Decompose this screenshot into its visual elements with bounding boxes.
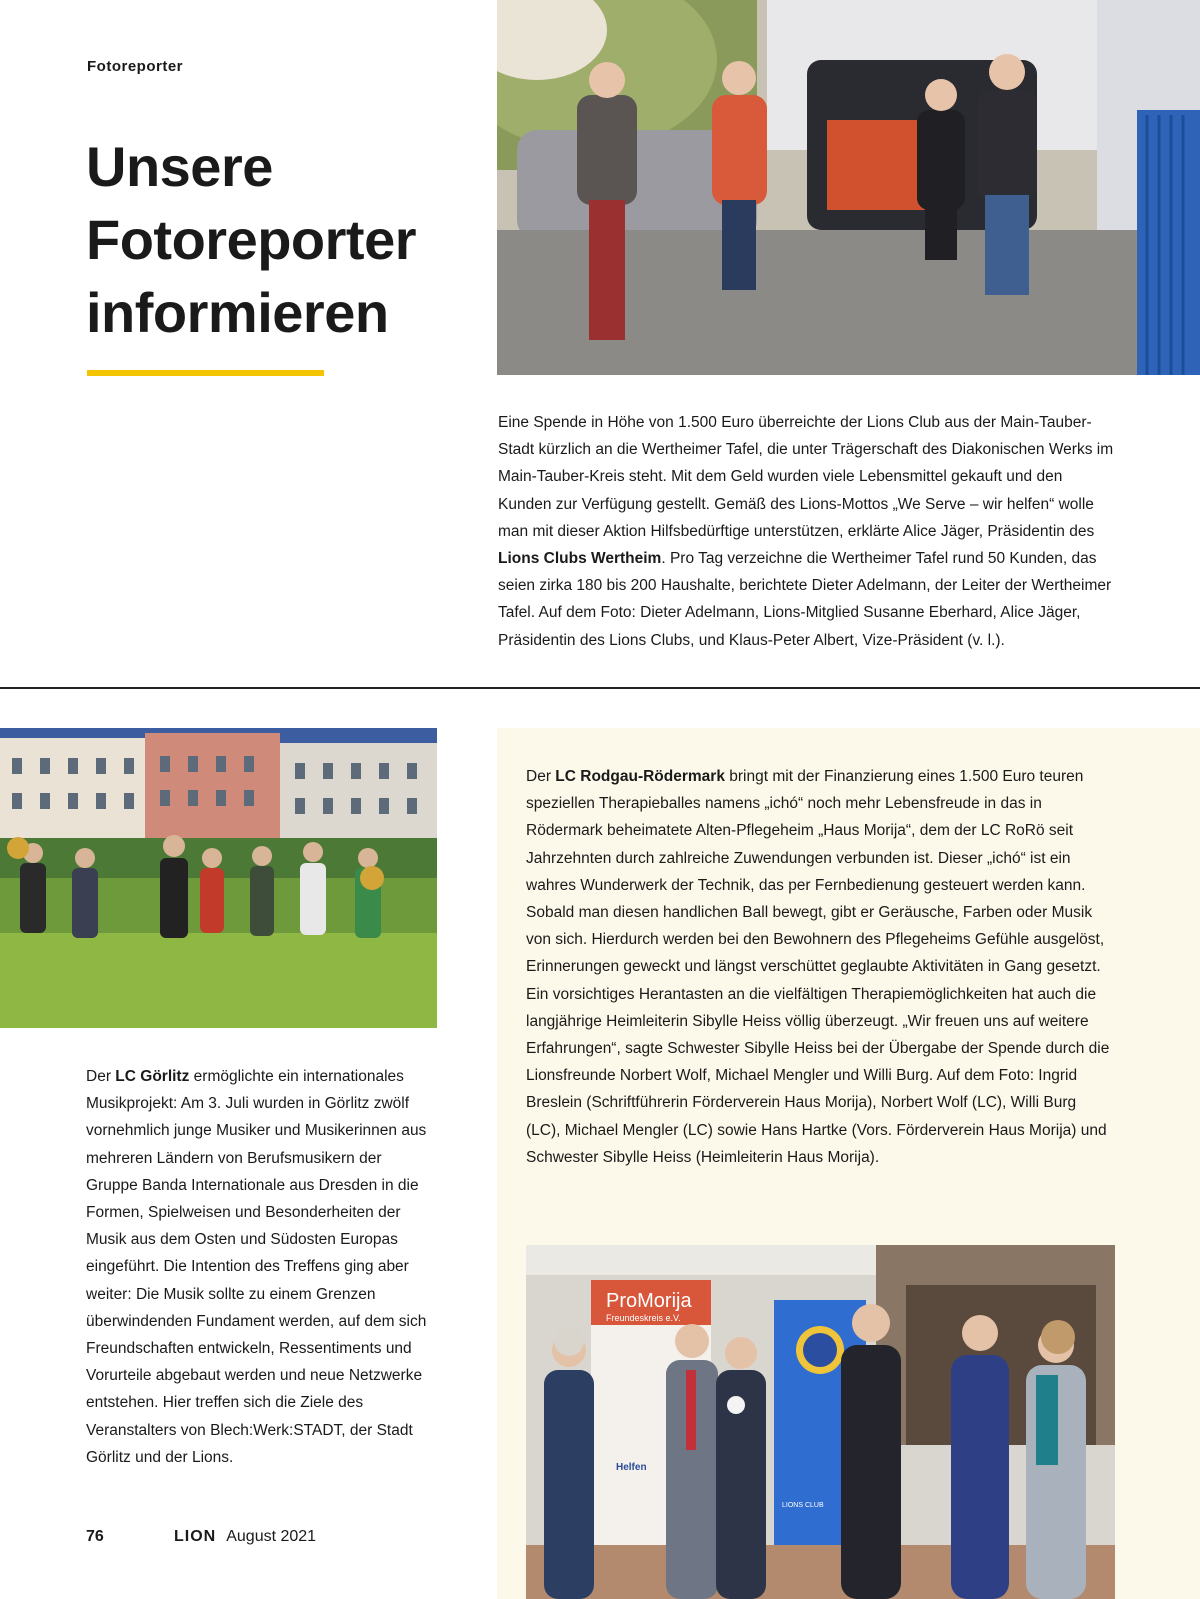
headline-line-3: informieren bbox=[86, 281, 389, 344]
headline-line-2: Fotoreporter bbox=[86, 208, 416, 271]
photo-rodgau-ceremony bbox=[526, 1245, 1115, 1599]
magazine-name: LION bbox=[174, 1528, 217, 1545]
article-rodgau-prefix: Der bbox=[526, 768, 556, 785]
photo-goerlitz-band bbox=[0, 728, 437, 1028]
section-divider bbox=[0, 687, 1200, 689]
banner-promorija-text: ProMorija bbox=[606, 1290, 692, 1312]
section-label: Fotoreporter bbox=[87, 58, 183, 75]
article-rodgau bbox=[526, 763, 1114, 1171]
club-name-wertheim: Lions Clubs Wertheim bbox=[498, 550, 662, 568]
article-goerlitz bbox=[86, 1063, 436, 1471]
page-footer bbox=[86, 1528, 316, 1546]
banner-freundeskreis-text: Freundeskreis e.V. bbox=[606, 1313, 681, 1323]
headline-line-1: Unsere bbox=[86, 135, 273, 198]
article-goerlitz-prefix: Der bbox=[86, 1068, 116, 1085]
yellow-accent-rule bbox=[87, 370, 324, 376]
issue-date: August 2021 bbox=[226, 1528, 317, 1545]
page-title bbox=[86, 130, 476, 349]
page-number: 76 bbox=[86, 1528, 104, 1545]
club-name-rodgau: LC Rodgau-Rödermark bbox=[555, 768, 725, 785]
club-name-goerlitz: LC Görlitz bbox=[115, 1068, 190, 1085]
banner-lions-club-text: LIONS CLUB bbox=[782, 1502, 824, 1509]
article-wertheim-text-2: . Pro Tag verzeichne die Wertheimer Tafel rund 50 Kunden, das seien zirka 180 bis 200 Haushalte, berichtete Dieter Adelmann, der Leiter der Wertheimer Tafel. Auf dem Foto: Dieter Adelmann, Lions-Mitglied Susanne Eberhard, Alice Jäger, Präsidentin des Lions Clubs, und Klaus-Peter Albert, Vize-Präsident (v. l.). bbox=[498, 550, 1112, 649]
article-wertheim-text-1: Eine Spende in Höhe von 1.500 Euro überreichte der Lions Club aus der Main-Tauber-Stadt kürzlich an die Wertheimer Tafel, die unter Trägerschaft des Diakonischen Werks im Main-Tauber-Kreis steht. Mit dem Geld wurden viele Lebensmittel gekauft und den Kunden zur Verfügung gestellt. Gemäß des Lions-Mottos „We Serve – wir helfen“ wolle man mit dieser Aktion Hilfsbedürftige unterstützen, erklärte Alice Jäger, Präsidentin des bbox=[498, 414, 1114, 540]
article-rodgau-text: bringt mit der Finanzierung eines 1.500 Euro teuren speziellen Therapieballes namens „ichó“ noch mehr Lebensfreude in das in Rödermark beheimatete Alten-Pflegeheim „Haus Morija“, dem der LC RoRö seit Jahrzehnten durch zahlreiche Zuwendungen verbunden ist. Dieser „ichó“ ist ein wahres Wunderwerk der Technik, das per Fernbedienung gesteuert werden kann. Sobald man diesen handlichen Ball bewegt, gibt er Geräusche, Farben oder Musik von sich. Hierdurch werden bei den Bewohnern des Pflegeheims Gefühle ausgelöst, Erinnerungen geweckt und längst verschüttet geglaubte Aktivitäten in Gang gesetzt. Ein vorsichtiges Herantasten an die vielfältigen Therapiemöglichkeiten hat auch die langjährige Heimleiterin Sibylle Heiss völlig überzeugt. „Wir freuen uns auf weitere Erfahrungen“, sagte Schwester Sibylle Heiss bei der Übergabe der Spende durch die Lionsfreunde Norbert Wolf, Michael Mengler und Willi Burg. Auf dem Foto: Ingrid Breslein (Schriftführerin Förderverein Haus Morija), Norbert Wolf (LC), Willi Burg (LC), Michael Mengler (LC) sowie Hans Hartke (Vors. Förderverein Haus Morija) und Schwester Sibylle Heiss (Heimleiterin Haus Morija). bbox=[526, 768, 1110, 1166]
banner-helfen-text: Helfen bbox=[616, 1462, 647, 1473]
photo-wertheim-donation bbox=[497, 0, 1200, 375]
article-goerlitz-text: ermöglichte ein internationales Musikprojekt: Am 3. Juli wurden in Görlitz zwölf vornehmlich junge Musiker und Musikerinnen aus mehreren Ländern von Berufsmusikern der Gruppe Banda Internationale aus Dresden in die Formen, Spielweisen und Besonderheiten der Musik aus dem Osten und Südosten Europas eingeführt. Die Intention des Treffens ging aber weiter: Die Musik sollte zu einem Grenzen überwindenden Fundament werden, auf dem sich Freundschaften entwickeln, Ressentiments und Vorurteile abgebaut werden und neue Netzwerke entstehen. Hier treffen sich die Ziele des Veranstalters von Blech:Werk:STADT, der Stadt Görlitz und der Lions. bbox=[86, 1068, 427, 1466]
article-wertheim bbox=[498, 409, 1118, 654]
